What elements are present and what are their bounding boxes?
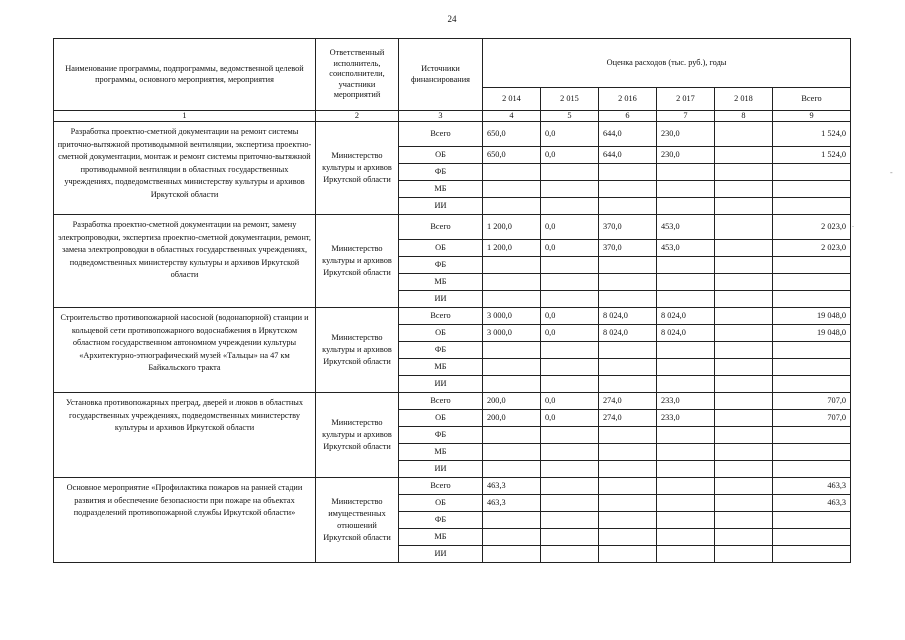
year-value-cell [541,546,599,563]
year-value-cell [483,529,541,546]
year-value-cell: 3 000,0 [483,308,541,325]
total-cell [773,164,851,181]
column-number: 4 [483,111,541,122]
year-value-cell [657,198,715,215]
header-year: 2 018 [715,88,773,111]
funding-source: ФБ [399,342,483,359]
year-value-cell [715,444,773,461]
header-total: Всего [773,88,851,111]
total-cell [773,444,851,461]
total-cell [773,512,851,529]
year-value-cell [541,478,599,495]
year-value-cell [541,461,599,478]
year-value-cell [715,359,773,376]
total-cell: 707,0 [773,410,851,427]
year-value-cell [715,215,773,240]
total-cell [773,198,851,215]
year-value-cell [541,359,599,376]
year-value-cell [599,461,657,478]
year-value-cell [715,274,773,291]
year-value-cell: 8 024,0 [657,308,715,325]
year-value-cell: 0,0 [541,215,599,240]
year-value-cell [599,164,657,181]
total-cell [773,461,851,478]
year-value-cell: 453,0 [657,215,715,240]
year-value-cell [715,147,773,164]
year-value-cell [657,181,715,198]
responsible-executor: Министерство культуры и архивов Иркутской области [316,308,399,393]
year-value-cell: 0,0 [541,410,599,427]
funding-source: Всего [399,215,483,240]
year-value-cell [657,495,715,512]
year-value-cell: 644,0 [599,147,657,164]
measure-name: Строительство противопожарной насосной (водонапорной) станции и кольцевой сети противопожарного водоснабжения в Иркутском областном государственном автономном учреждении культуры «Архитектурно-этнографический музей «Тальцы» на 47 км Байкальского тракта [54,308,316,393]
year-value-cell: 8 024,0 [657,325,715,342]
total-cell: 2 023,0 [773,215,851,240]
funding-source: МБ [399,529,483,546]
funding-source: ФБ [399,512,483,529]
header-year: 2 015 [541,88,599,111]
year-value-cell [657,512,715,529]
total-cell: 19 048,0 [773,325,851,342]
total-cell [773,376,851,393]
year-value-cell [483,274,541,291]
column-number: 2 [316,111,399,122]
measure-name: Основное мероприятие «Профилактика пожаров на ранней стадии развития и обеспечение безопасности при пожаре на объектах подразделений противопожарной службы Иркутской области» [54,478,316,563]
total-cell [773,291,851,308]
funding-source: ФБ [399,257,483,274]
year-value-cell: 1 200,0 [483,215,541,240]
year-value-cell: 1 200,0 [483,240,541,257]
year-value-cell [715,376,773,393]
header-name: Наименование программы, подпрограммы, ведомственной целевой программы, основного мероприятия, мероприятия [54,39,316,111]
year-value-cell [541,376,599,393]
total-cell: 2 023,0 [773,240,851,257]
year-value-cell [715,512,773,529]
header-source: Источники финансирования [399,39,483,111]
year-value-cell: 0,0 [541,308,599,325]
total-cell [773,427,851,444]
year-value-cell [483,198,541,215]
year-value-cell [599,427,657,444]
year-value-cell [483,164,541,181]
year-value-cell [715,546,773,563]
year-value-cell [599,181,657,198]
year-value-cell: 233,0 [657,393,715,410]
year-value-cell [541,495,599,512]
year-value-cell [715,342,773,359]
total-cell [773,342,851,359]
column-number: 1 [54,111,316,122]
year-value-cell: 370,0 [599,215,657,240]
year-value-cell [483,291,541,308]
year-value-cell [483,342,541,359]
header-year: 2 016 [599,88,657,111]
funding-source: ИИ [399,376,483,393]
year-value-cell [715,393,773,410]
year-value-cell [483,376,541,393]
header-year: 2 017 [657,88,715,111]
scan-speck: . [852,220,854,229]
year-value-cell: 230,0 [657,122,715,147]
year-value-cell [483,546,541,563]
year-value-cell [541,164,599,181]
table-row [54,308,851,325]
year-value-cell: 0,0 [541,325,599,342]
column-number: 5 [541,111,599,122]
funding-source: ИИ [399,461,483,478]
year-value-cell: 3 000,0 [483,325,541,342]
total-cell [773,359,851,376]
year-value-cell [541,291,599,308]
funding-source: МБ [399,274,483,291]
year-value-cell: 0,0 [541,122,599,147]
measure-name: Установка противопожарных преград, дверей и люков в областных государственных учреждениях, подведомственных министерству культуры и архивов Иркутской области [54,393,316,478]
year-value-cell [599,495,657,512]
year-value-cell [715,461,773,478]
funding-source: ОБ [399,325,483,342]
total-cell: 1 524,0 [773,147,851,164]
year-value-cell [483,461,541,478]
year-value-cell [599,376,657,393]
year-value-cell [599,291,657,308]
year-value-cell: 650,0 [483,147,541,164]
year-value-cell: 370,0 [599,240,657,257]
funding-source: Всего [399,393,483,410]
year-value-cell [599,546,657,563]
year-value-cell [483,359,541,376]
year-value-cell [715,529,773,546]
table-row [54,215,851,240]
funding-source: Всего [399,122,483,147]
year-value-cell [657,546,715,563]
year-value-cell [657,376,715,393]
funding-source: ИИ [399,546,483,563]
funding-source: ФБ [399,427,483,444]
year-value-cell [541,181,599,198]
year-value-cell: 274,0 [599,393,657,410]
funding-source: ОБ [399,147,483,164]
year-value-cell [541,444,599,461]
year-value-cell [715,427,773,444]
year-value-cell: 274,0 [599,410,657,427]
year-value-cell [657,291,715,308]
year-value-cell [657,444,715,461]
year-value-cell [599,512,657,529]
year-value-cell [599,359,657,376]
table-row [54,478,851,495]
year-value-cell [657,427,715,444]
column-number: 6 [599,111,657,122]
year-value-cell [715,495,773,512]
year-value-cell: 463,3 [483,478,541,495]
total-cell [773,181,851,198]
funding-source: Всего [399,478,483,495]
funding-source: ИИ [399,198,483,215]
total-cell: 1 524,0 [773,122,851,147]
year-value-cell [483,427,541,444]
scan-speck: - [890,168,893,177]
year-value-cell [715,257,773,274]
year-value-cell [541,529,599,546]
year-value-cell [541,198,599,215]
year-value-cell [483,181,541,198]
year-value-cell: 8 024,0 [599,325,657,342]
year-value-cell [599,444,657,461]
year-value-cell [715,291,773,308]
year-value-cell [657,342,715,359]
year-value-cell [657,478,715,495]
funding-source: ОБ [399,410,483,427]
year-value-cell [599,274,657,291]
year-value-cell [657,257,715,274]
responsible-executor: Министерство культуры и архивов Иркутской области [316,122,399,215]
year-value-cell: 200,0 [483,410,541,427]
year-value-cell: 0,0 [541,240,599,257]
page-number: 24 [447,14,457,24]
year-value-cell: 644,0 [599,122,657,147]
funding-source: ФБ [399,164,483,181]
year-value-cell [599,478,657,495]
total-cell [773,529,851,546]
header-responsible: Ответственный исполнитель, соисполнители, участники мероприятий [316,39,399,111]
total-cell [773,257,851,274]
year-value-cell [657,164,715,181]
year-value-cell [483,257,541,274]
funding-source: ОБ [399,240,483,257]
column-number: 9 [773,111,851,122]
year-value-cell [541,512,599,529]
year-value-cell [483,444,541,461]
column-number: 8 [715,111,773,122]
year-value-cell [599,342,657,359]
year-value-cell [657,359,715,376]
total-cell [773,546,851,563]
table-body [54,122,851,563]
year-value-cell [657,461,715,478]
column-number: 7 [657,111,715,122]
year-value-cell: 200,0 [483,393,541,410]
year-value-cell: 0,0 [541,147,599,164]
responsible-executor: Министерство имущественных отношений Иркутской области [316,478,399,563]
expenses-table-container [53,38,850,563]
year-value-cell: 230,0 [657,147,715,164]
measure-name: Разработка проектно-сметной документации на ремонт, замену электропроводки, экспертиза проектно-сметной документации, ремонт, замена электропроводки в областных государственных учреждениях, подведомственных министерству культуры и архивов Иркутской области [54,215,316,308]
total-cell: 707,0 [773,393,851,410]
year-value-cell [657,529,715,546]
header-year: 2 014 [483,88,541,111]
year-value-cell [715,410,773,427]
year-value-cell [715,308,773,325]
total-cell: 463,3 [773,478,851,495]
funding-source: ИИ [399,291,483,308]
responsible-executor: Министерство культуры и архивов Иркутской области [316,215,399,308]
year-value-cell [599,257,657,274]
total-cell: 19 048,0 [773,308,851,325]
year-value-cell [715,478,773,495]
year-value-cell [715,122,773,147]
header-expenses: Оценка расходов (тыс. руб.), годы [483,39,851,88]
expenses-table [53,38,851,563]
funding-source: Всего [399,308,483,325]
responsible-executor: Министерство культуры и архивов Иркутской области [316,393,399,478]
year-value-cell: 650,0 [483,122,541,147]
year-value-cell [715,240,773,257]
year-value-cell [541,427,599,444]
year-value-cell [541,274,599,291]
year-value-cell: 0,0 [541,393,599,410]
funding-source: МБ [399,181,483,198]
year-value-cell [715,164,773,181]
funding-source: ОБ [399,495,483,512]
year-value-cell: 8 024,0 [599,308,657,325]
year-value-cell [715,181,773,198]
year-value-cell [599,198,657,215]
year-value-cell: 453,0 [657,240,715,257]
year-value-cell: 233,0 [657,410,715,427]
year-value-cell [657,274,715,291]
year-value-cell [599,529,657,546]
table-row [54,393,851,410]
column-number: 3 [399,111,483,122]
total-cell [773,274,851,291]
year-value-cell [715,325,773,342]
table-row [54,122,851,147]
total-cell: 463,3 [773,495,851,512]
funding-source: МБ [399,444,483,461]
funding-source: МБ [399,359,483,376]
measure-name: Разработка проектно-сметной документации на ремонт системы приточно-вытяжной противодымной вентиляции, экспертиза проектно-сметной документации, монтаж и ремонт системы приточно-вытяжной противодымной вентиляции в областных государственных учреждениях, подведомственных министерству культуры и архивов Иркутской области [54,122,316,215]
year-value-cell [483,512,541,529]
year-value-cell [541,342,599,359]
year-value-cell [541,257,599,274]
year-value-cell: 463,3 [483,495,541,512]
year-value-cell [715,198,773,215]
